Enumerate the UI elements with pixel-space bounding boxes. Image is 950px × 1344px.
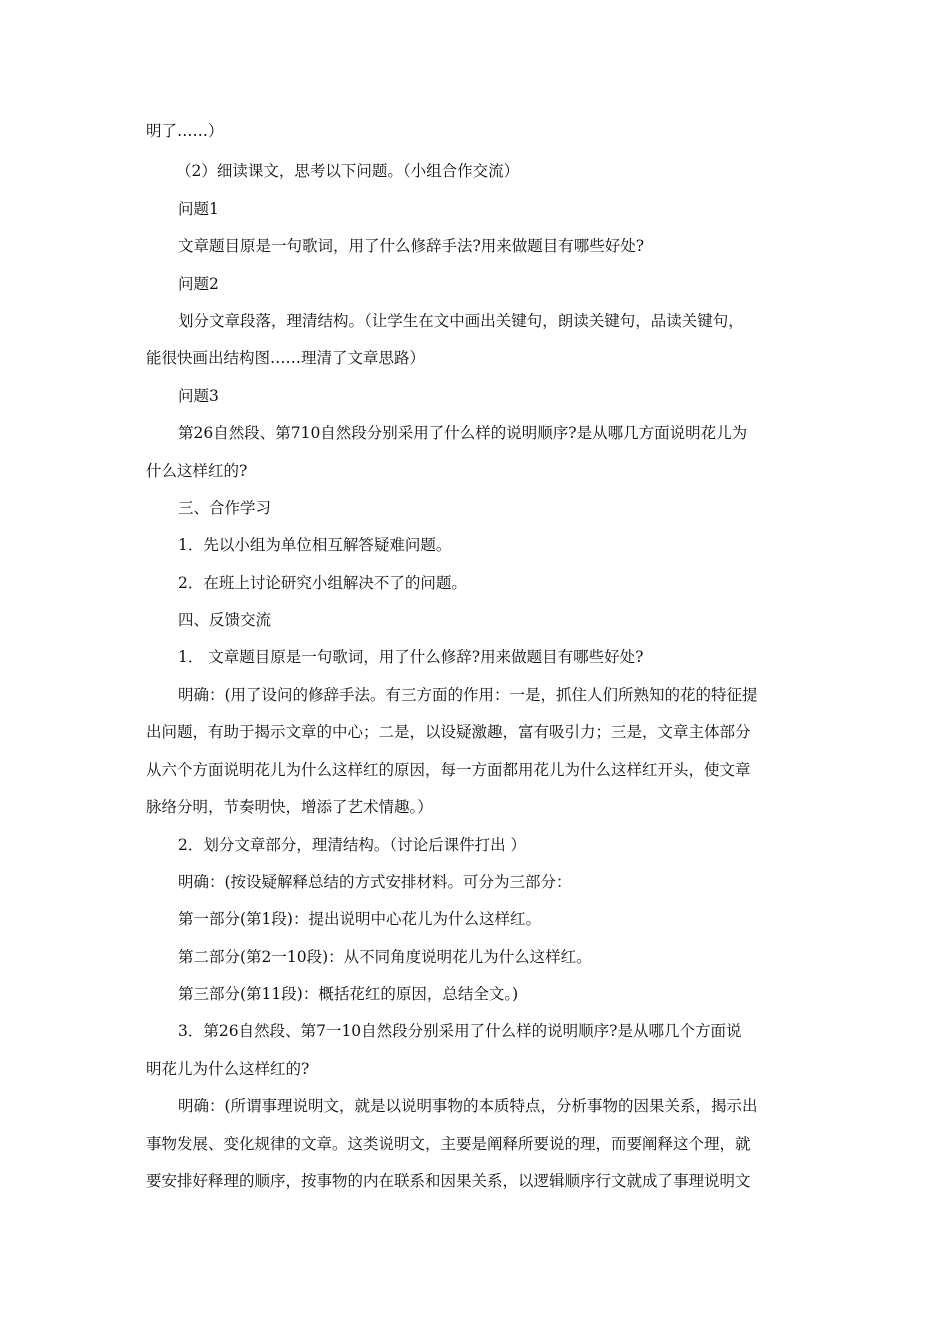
text-line-7: 能很快画出结构图……理清了文章思路） — [146, 349, 426, 367]
text-line-21: 明确：(按设疑解释总结的方式安排材料。可分为三部分： — [178, 873, 572, 891]
text-line-23: 第二部分(第2一10段)：从不同角度说明花儿为什么这样红。 — [178, 948, 592, 966]
text-line-6: 划分文章段落，理清结构。（让学生在文中画出关键句，朗读关键句，品读关键句， — [178, 312, 744, 330]
text-line-27: 明确：(所谓事理说明文，就是以说明事物的本质特点，分析事物的因果关系，揭示出 — [178, 1097, 758, 1115]
text-line-19: 脉络分明，节奏明快，增添了艺术情趣。） — [146, 798, 433, 816]
text-line-1: 明了……） — [146, 122, 224, 140]
text-line-9: 第26自然段、第710自然段分别采用了什么样的说明顺序?是从哪几方面说明花儿为 — [178, 424, 748, 442]
text-line-2: （2）细读课文，思考以下问题。（小组合作交流） — [176, 162, 520, 180]
text-line-28: 事物发展、变化规律的文章。这类说明文，主要是阐释所要说的理，而要阐释这个理，就 — [146, 1135, 751, 1153]
text-line-4: 文章题目原是一句歌词，用了什么修辞手法?用来做题目有哪些好处? — [178, 237, 645, 255]
text-line-14: 四、反馈交流 — [178, 611, 272, 629]
text-line-22: 第一部分(第1段)：提出说明中心花儿为什么这样红。 — [178, 910, 541, 928]
text-line-5: 问题2 — [178, 275, 219, 293]
text-line-29: 要安排好释理的顺序，按事物的内在联系和因果关系，以逻辑顺序行文就成了事理说明文 — [146, 1172, 751, 1190]
text-line-13: 2．在班上讨论研究小组解决不了的问题。 — [178, 574, 467, 592]
text-line-17: 出问题，有助于揭示文章的中心；二是，以设疑激趣，富有吸引力；三是，文章主体部分 — [146, 723, 751, 741]
text-line-3: 问题1 — [178, 200, 219, 218]
text-line-12: 1．先以小组为单位相互解答疑难问题。 — [178, 536, 452, 554]
text-line-25: 3．第26自然段、第7一10自然段分别采用了什么样的说明顺序?是从哪几个方面说 — [178, 1022, 742, 1040]
text-line-24: 第三部分(第11段)：概括花红的原因，总结全文。) — [178, 985, 519, 1003]
text-line-20: 2．划分文章部分，理清结构。（讨论后课件打出 ） — [178, 836, 527, 854]
text-line-8: 问题3 — [178, 387, 219, 405]
text-line-11: 三、合作学习 — [178, 499, 272, 517]
text-line-16: 明确：(用了设问的修辞手法。有三方面的作用：一是，抓住人们所熟知的花的特征提 — [178, 686, 758, 704]
text-line-26: 明花儿为什么这样红的? — [146, 1060, 310, 1078]
text-line-18: 从六个方面说明花儿为什么这样红的原因，每一方面都用花儿为什么这样红开头，使文章 — [146, 761, 751, 779]
text-line-15: 1． 文章题目原是一句歌词，用了什么修辞?用来做题目有哪些好处? — [178, 648, 644, 666]
text-line-10: 什么这样红的? — [146, 462, 248, 480]
